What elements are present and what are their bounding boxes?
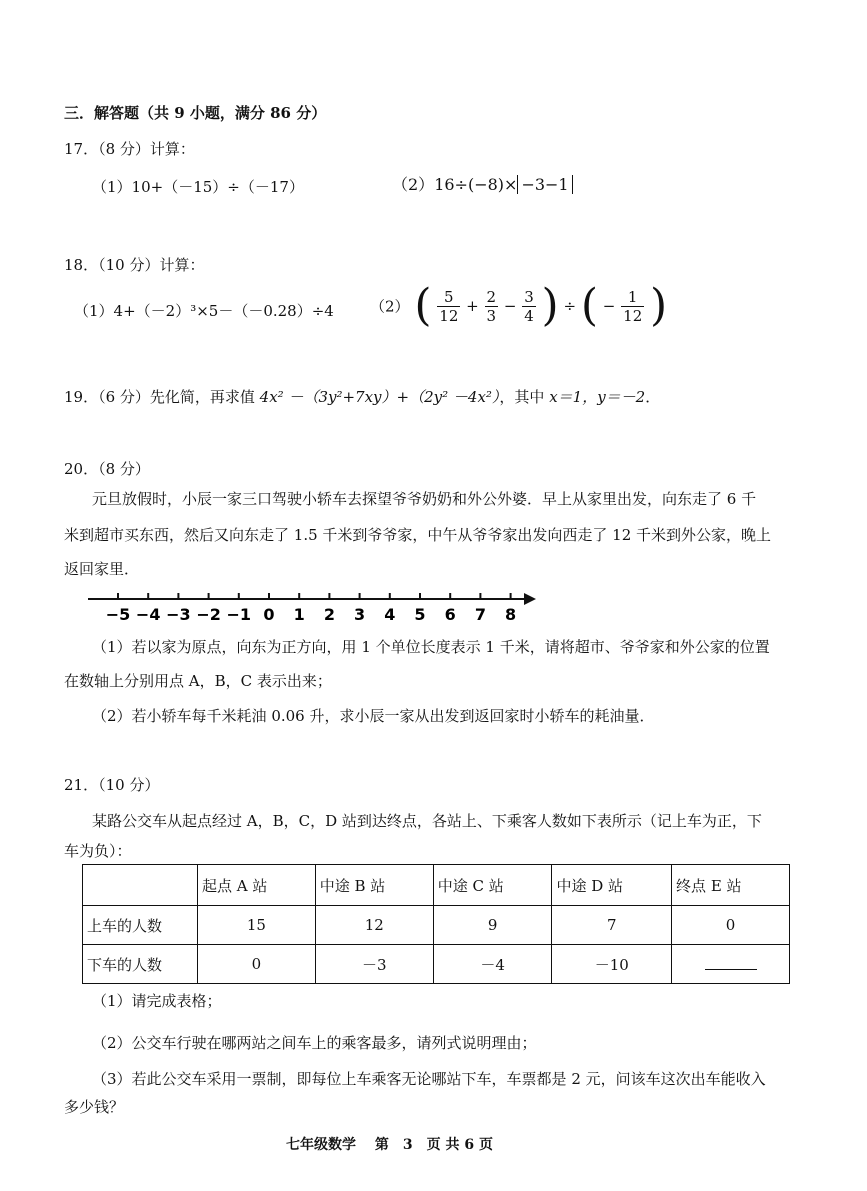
q18-header: 18．（10 分）计算：: [64, 256, 205, 274]
number-line-tick-label: 7: [474, 605, 486, 624]
q20-sub1-line2: 在数轴上分别用点 A，B，C 表示出来；: [64, 672, 332, 690]
negative-sign: −: [602, 297, 616, 315]
number-line-tick-label: −4: [135, 605, 161, 624]
table-cell: 9: [433, 906, 552, 945]
q17-part2-expr: 16÷(−8)×: [434, 175, 518, 194]
table-header-cell: 中途 B 站: [315, 865, 433, 906]
q18-part1: （1）4+（－2）³×5－（－0.28）÷4: [74, 302, 334, 320]
q20-header: 20．（8 分）: [64, 460, 150, 478]
fraction-5-12: $\frac{5}{12}$: [439, 287, 459, 325]
section-title: 三．解答题（共 9 小题，满分 86 分）: [64, 104, 327, 122]
q17-header: 17．（8 分）计算：: [64, 140, 195, 158]
divide-sign: ÷: [563, 297, 577, 315]
table-cell: －4: [433, 945, 552, 984]
answer-blank[interactable]: [705, 955, 757, 970]
table-row-label: 下车的人数: [83, 945, 198, 984]
number-line-tick-label: 8: [505, 605, 517, 624]
q21-sub3-line1: （3）若此公交车采用一票制，即每位上车乘客无论哪站下车，车票都是 2 元，问该车这次出车能收入: [92, 1070, 766, 1088]
table-cell: －3: [315, 945, 433, 984]
number-line-tick-label: −1: [226, 605, 252, 624]
minus-sign: −: [503, 297, 517, 315]
q19-mid: ，其中: [499, 388, 550, 406]
left-paren-icon: (: [580, 280, 599, 331]
table-row-label: 上车的人数: [83, 906, 198, 945]
q21-sub1: （1）请完成表格；: [92, 992, 222, 1010]
number-line-tick-label: 5: [414, 605, 426, 624]
right-paren-icon: ): [541, 280, 559, 331]
number-line-tick-label: 2: [323, 605, 335, 624]
q21-sub2: （2）公交车行驶在哪两站之间车上的乘客最多，请列式说明理由；: [92, 1034, 537, 1052]
q20-line2: 米到超市买东西，然后又向东走了 1.5 千米到爷爷家，中午从爷爷家出发向西走了 12 千米到外公家，晚上: [64, 526, 772, 544]
right-paren-icon: ): [650, 280, 668, 331]
number-line-tick-label: −5: [105, 605, 131, 624]
q19-end: ．: [645, 388, 661, 406]
number-line-tick-label: 6: [444, 605, 456, 624]
table-header-row: [83, 865, 790, 906]
q21-line2: 车为负）：: [64, 842, 132, 860]
number-line-ticks: [106, 593, 516, 624]
table-cell: 7: [552, 906, 672, 945]
table-header-cell: 终点 E 站: [672, 865, 790, 906]
fraction-3-4: $\frac{3}{4}$: [524, 287, 534, 325]
q17-part2-abs: −3−1: [517, 175, 572, 194]
number-line-tick-label: 1: [293, 605, 305, 624]
number-line-tick-label: 4: [384, 605, 396, 624]
page-footer: 七年级数学 第 3 页 共 6 页: [286, 1137, 493, 1153]
number-line-arrow-icon: [524, 593, 536, 605]
blank-answer-cell[interactable]: [672, 945, 790, 984]
q21-line1: 某路公交车从起点经过 A，B，C，D 站到达终点，各站上、下乘客人数如下表所示（记上车为正，下: [92, 812, 762, 830]
number-line-tick-label: 0: [263, 605, 275, 624]
q19-condition: x＝1，y＝－2: [549, 388, 646, 406]
table-row: [83, 906, 790, 945]
number-line-tick-label: −2: [196, 605, 221, 624]
number-line: [84, 588, 544, 630]
table-header-cell: 中途 C 站: [433, 865, 552, 906]
q21-header: 21．（10 分）: [64, 776, 160, 794]
q20-line1: 元旦放假时，小辰一家三口驾驶小轿车去探望爷爷奶奶和外公外婆．早上从家里出发，向东走了 6 千: [92, 490, 757, 508]
table-row: [83, 945, 790, 984]
q17-part2: [392, 172, 573, 195]
q20-line3: 返回家里．: [64, 560, 140, 578]
left-paren-icon: (: [414, 280, 432, 331]
q17-part1: （1）10+（－15）÷（－17）: [92, 178, 304, 196]
table-cell: 0: [672, 906, 790, 945]
fraction-2-3: $\frac{2}{3}$: [486, 287, 497, 325]
q19-expression: 4x² －（3y²+7xy）+（2y² －4x²）: [259, 388, 500, 406]
q19-text: [64, 386, 660, 407]
q18-part2: [370, 280, 668, 331]
number-line-tick-label: 3: [354, 605, 366, 624]
bus-passenger-table: [82, 864, 790, 984]
fraction-1-12: $\frac{1}{12}$: [623, 287, 643, 325]
q17-part2-label: （2）: [392, 175, 435, 194]
q20-sub2: （2）若小轿车每千米耗油 0.06 升，求小辰一家从出发到返回家时小轿车的耗油量．: [92, 707, 655, 725]
table-header-cell: 中途 D 站: [552, 865, 672, 906]
plus-sign: +: [466, 297, 479, 315]
table-header-cell: 起点 A 站: [198, 865, 316, 906]
table-cell: 12: [315, 906, 433, 945]
q19-lead: 19．（6 分）先化简，再求值: [64, 388, 260, 406]
table-cell: 15: [198, 906, 316, 945]
table-cell: －10: [552, 945, 672, 984]
table-cell: 0: [198, 945, 316, 984]
q18-part2-label: （2）: [370, 297, 410, 316]
q20-sub1-line1: （1）若以家为原点，向东为正方向，用 1 个单位长度表示 1 千米，请将超市、爷爷家和外公家的位置: [92, 638, 770, 656]
number-line-tick-label: −3: [166, 605, 191, 624]
table-header-cell: [83, 865, 198, 906]
q21-sub3-line2: 多少钱？: [64, 1098, 125, 1116]
